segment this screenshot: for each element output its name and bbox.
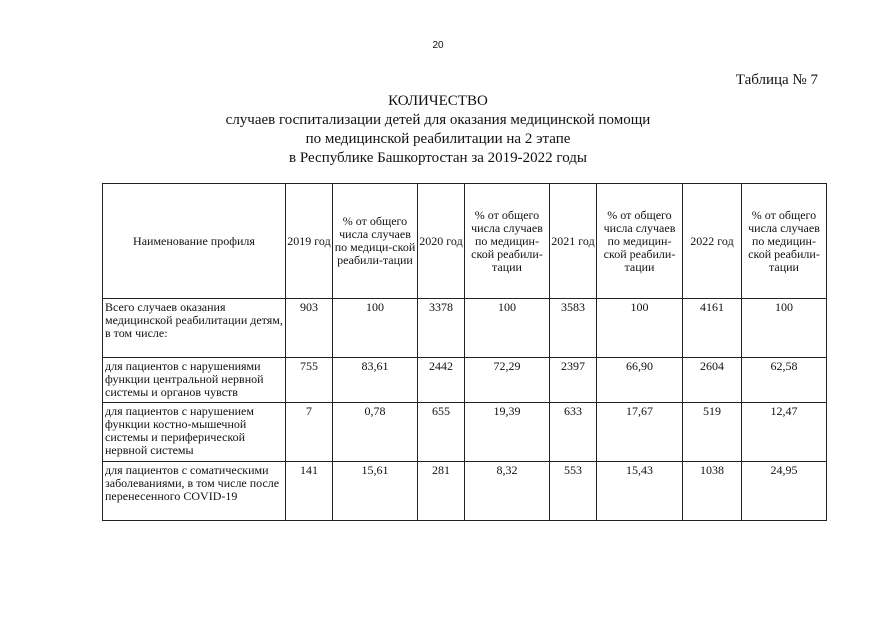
header-profile-name: Наименование профиля <box>103 184 286 299</box>
cell-value: 553 <box>550 462 597 521</box>
hospitalization-table <box>102 183 827 521</box>
cell-value: 12,47 <box>742 403 827 462</box>
cell-value: 19,39 <box>465 403 550 462</box>
table-row <box>103 462 827 521</box>
header-pct-2022: % от общего числа случаев по медицин-ской реабили-тации <box>742 184 827 299</box>
title-line: по медицинской реабилитации на 2 этапе <box>305 131 571 147</box>
cell-value: 3378 <box>418 299 465 358</box>
table-row <box>103 403 827 462</box>
row-name: Всего случаев оказания медицинской реабилитации детям, в том числе: <box>103 299 286 358</box>
cell-value: 2604 <box>683 358 742 403</box>
cell-value: 903 <box>286 299 333 358</box>
header-2019: 2019 год <box>286 184 333 299</box>
header-pct-2020: % от общего числа случаев по медицин-ской реабили-тации <box>465 184 550 299</box>
cell-value: 3583 <box>550 299 597 358</box>
row-name: для пациентов с нарушениями функции центральной нервной системы и органов чувств <box>103 358 286 403</box>
table-row <box>103 358 827 403</box>
cell-value: 15,43 <box>597 462 683 521</box>
document-title <box>0 92 876 168</box>
cell-value: 1038 <box>683 462 742 521</box>
header-pct-2021: % от общего числа случаев по медицин-ской реабили-тации <box>597 184 683 299</box>
table-label: Таблица № 7 <box>735 72 818 88</box>
header-2021: 2021 год <box>550 184 597 299</box>
row-name: для пациентов с соматическими заболеваниями, в том числе после перенесенного COVID-19 <box>103 462 286 521</box>
cell-value: 24,95 <box>742 462 827 521</box>
cell-value: 141 <box>286 462 333 521</box>
cell-value: 15,61 <box>333 462 418 521</box>
cell-value: 17,67 <box>597 403 683 462</box>
table-row <box>103 299 827 358</box>
title-line: КОЛИЧЕСТВО <box>388 93 488 109</box>
cell-value: 100 <box>597 299 683 358</box>
cell-value: 7 <box>286 403 333 462</box>
page-number: 20 <box>432 40 444 51</box>
cell-value: 8,32 <box>465 462 550 521</box>
cell-value: 519 <box>683 403 742 462</box>
cell-value: 2442 <box>418 358 465 403</box>
cell-value: 4161 <box>683 299 742 358</box>
cell-value: 2397 <box>550 358 597 403</box>
table-header-row <box>103 184 827 299</box>
cell-value: 0,78 <box>333 403 418 462</box>
title-line: случаев госпитализации детей для оказания медицинской помощи <box>225 112 651 128</box>
cell-value: 633 <box>550 403 597 462</box>
header-pct-2019: % от общего числа случаев по медици-ской реабили-тации <box>333 184 418 299</box>
cell-value: 62,58 <box>742 358 827 403</box>
cell-value: 281 <box>418 462 465 521</box>
cell-value: 655 <box>418 403 465 462</box>
cell-value: 100 <box>465 299 550 358</box>
header-2022: 2022 год <box>683 184 742 299</box>
cell-value: 100 <box>333 299 418 358</box>
cell-value: 66,90 <box>597 358 683 403</box>
cell-value: 83,61 <box>333 358 418 403</box>
header-2020: 2020 год <box>418 184 465 299</box>
row-name: для пациентов с нарушением функции костно-мышечной системы и периферической нервной системы <box>103 403 286 462</box>
cell-value: 72,29 <box>465 358 550 403</box>
cell-value: 100 <box>742 299 827 358</box>
title-line: в Республике Башкортостан за 2019-2022 годы <box>289 150 587 166</box>
cell-value: 755 <box>286 358 333 403</box>
